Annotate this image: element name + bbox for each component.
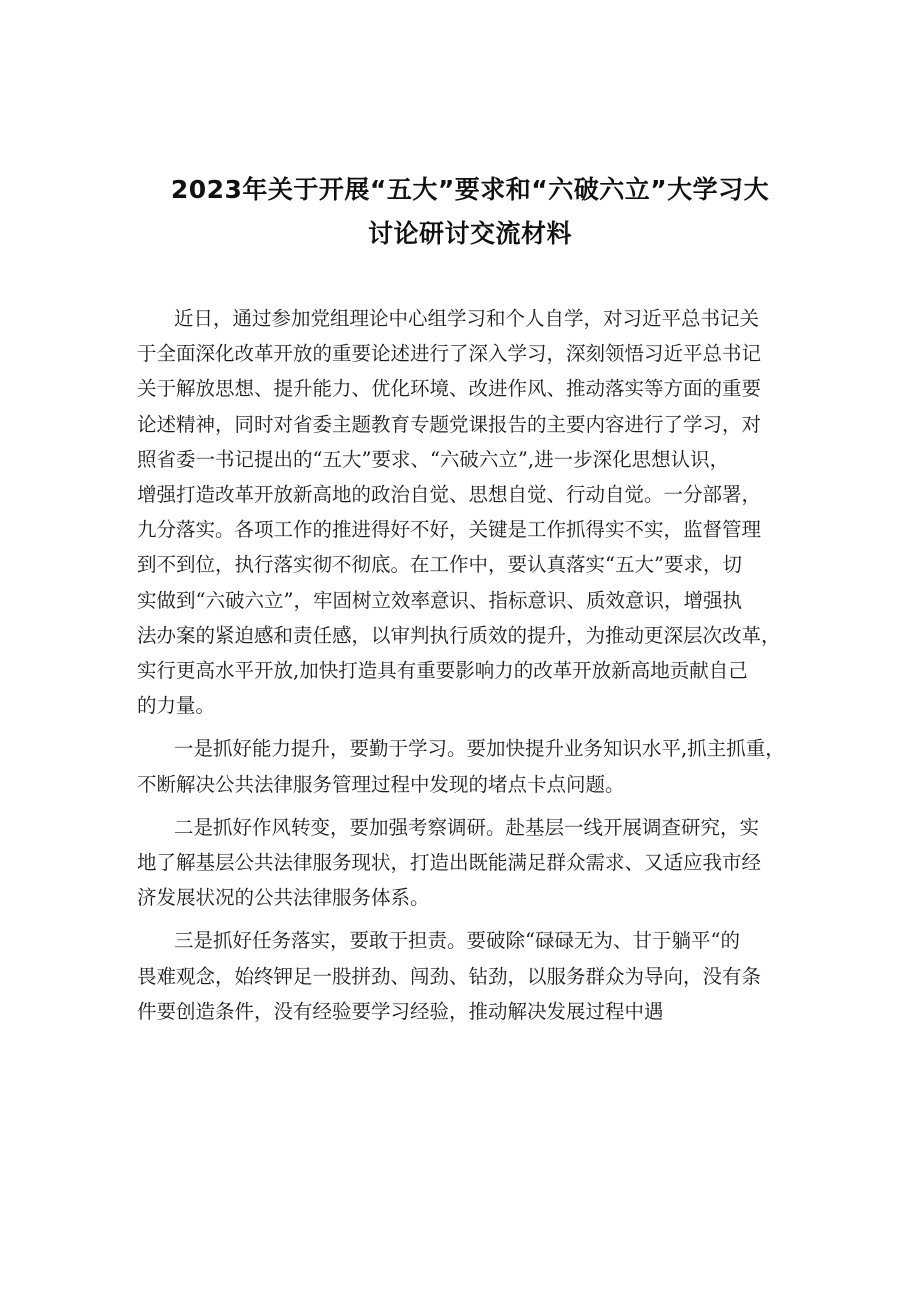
- paragraph-line: 不断解决公共法律服务管理过程中发现的堵点卡点问题。: [137, 772, 625, 796]
- paragraph-line: 九分落实。各项工作的推进得好不好，关键是工作抓得实不实，监督管理: [137, 518, 762, 542]
- paragraph-line: 关于解放思想、提升能力、优化环境、改进作风、推动落实等方面的重要: [137, 377, 762, 401]
- paragraph-line: 地了解基层公共法律服务现状，打造出既能满足群众需求、又适应我市经: [137, 851, 762, 875]
- paragraph-point-one: [137, 731, 791, 801]
- paragraph-line: 的力量。: [137, 694, 216, 718]
- paragraph-line: 一是抓好能力提升，要勤于学习。要加快提升业务知识水平,抓主抓重，: [174, 737, 785, 761]
- paragraph-line: 畏难观念，始终钾足一股拼劲、闯劲、钻劲，以服务群众为导向，没有条: [137, 964, 762, 988]
- paragraph-intro: [137, 301, 791, 723]
- paragraph-line: 实做到“六破六立”，牢固树立效率意识、指标意识、质效意识，增强执: [137, 588, 742, 612]
- paragraph-line: 于全面深化改革开放的重要论述进行了深入学习，深刻领悟习近平总书记: [137, 342, 762, 366]
- paragraph-line: 二是抓好作风转变，要加强考察调研。赴基层一线开展调查研究，实: [174, 815, 760, 839]
- paragraph-line: 实行更高水平开放,加快打造具有重要影响力的改革开放新高地贡献自己: [137, 659, 748, 683]
- paragraph-line: 三是抓好任务落实，要敢于担责。要破除“碌碌无为、甘于躺平“的: [174, 929, 740, 953]
- paragraph-line: 论述精神，同时对省委主题教育专题党课报告的主要内容进行了学习，对: [137, 412, 762, 436]
- paragraph-line: 增强打造改革开放新高地的政治自觉、思想自觉、行动自觉。一分部署，: [137, 483, 762, 507]
- paragraph-line: 法办案的紧迫感和责任感，以审判执行质效的提升，为推动更深层次改革，: [137, 623, 781, 647]
- paragraph-line: 济发展状况的公共法律服务体系。: [137, 886, 430, 910]
- document-title-line-1: 2023年关于开展“五大”要求和“六破六立”大学习大: [170, 175, 770, 204]
- paragraph-line: 照省委一书记提出的“五大”要求、“六破六立”,进一步深化思想认识，: [137, 447, 730, 471]
- paragraph-point-three: [137, 923, 791, 1029]
- paragraph-line: 到不到位，执行落实彻不彻底。在工作中，要认真落实“五大”要求，切: [137, 553, 742, 577]
- paragraph-line: 件要创造条件，没有经验要学习经验，推动解决发展过程中遇: [137, 999, 664, 1023]
- document-title-line-2: 讨论研讨交流材料: [367, 219, 572, 248]
- document-body: [137, 301, 791, 1029]
- paragraph-line: 近日，通过参加党组理论中心组学习和个人自学，对习近平总书记关: [174, 307, 760, 330]
- paragraph-point-two: [137, 810, 791, 916]
